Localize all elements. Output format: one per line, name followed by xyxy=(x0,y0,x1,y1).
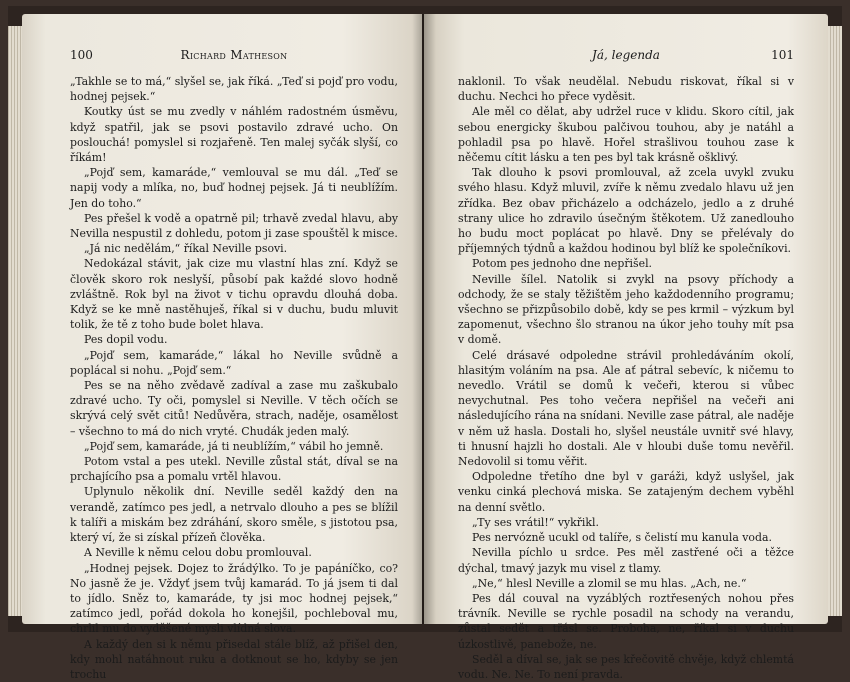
paragraph: Pes se na něho zvědavě zadíval a zase mu zaškubalo zdravé ucho. Ty oči, pomyslel si Neville. V těch očích se skrývá celý svět citů! Nedůvěra, strach, naděje, osamělost – všechno to má do nich vryté. Chudák jeden malý. xyxy=(70,379,398,438)
book-gutter xyxy=(412,14,436,624)
open-book xyxy=(8,6,842,681)
paragraph: „Pojď sem, kamaráde,“ lákal ho Neville svůdně a poplácal si nohu. „Pojď sem.“ xyxy=(70,348,398,377)
paragraph: Potom vstal a pes utekl. Neville zůstal stát, díval se na prchajícího psa a pomalu vrtěl hlavou. xyxy=(70,455,398,484)
paragraph: A každý den si k němu přisedal stále blíž, až přišel den, kdy mohl natáhnout ruku a dotknout se ho, kdyby se jen trochu xyxy=(70,637,398,681)
left-page-body xyxy=(70,74,398,682)
paragraph: Nevilla píchlo u srdce. Pes měl zastřené oči a těžce dýchal, tmavý jazyk mu visel z tlamy. xyxy=(458,546,794,575)
left-page-header xyxy=(70,48,398,68)
paragraph: Ale měl co dělat, aby udržel ruce v klidu. Skoro cítil, jak sebou energicky škubou palčivou touhou, aby je natáhl a pohladil psa po hlavě. Hořel strašlivou touhou zase k něčemu cítit lásku a ten pes byl tak krásně ošklivý. xyxy=(458,105,794,165)
page-number: 101 xyxy=(771,48,794,62)
paragraph: „Ty ses vrátil!“ vykřikl. xyxy=(472,515,599,529)
paragraph: Tak dlouho k psovi promlouval, až zcela uvykl zvuku svého hlasu. Když mluvil, zvíře k němu zvedalo hlavu už jen zřídka. Bez obav přicházelo a odcházelo, jedlo a z druhé strany ulice ho zdravilo úsečným štěkotem. Už zanedlouho ho budu moct poplácat po hlavě. Dny se přelévaly do příjemných týdnů a každou hodinou byl blíž ke společníkovi. xyxy=(458,166,794,256)
paragraph: Pes nervózně ucukl od talíře, s čelistí mu kanula voda. xyxy=(472,531,772,545)
paragraph: „Já nic nedělám,“ říkal Neville psovi. xyxy=(84,242,288,256)
running-head-title: Já, legenda xyxy=(592,48,660,62)
paragraph: Nedokázal stávit, jak cize mu vlastní hlas zní. Když se člověk skoro rok neslyší, působí pak každé slovo hodně zvláštně. Rok byl na život v tichu opravdu dlouhá doba. Když se ke mně nastěhuješ, říkal si v duchu, budu mluvit tolik, že tě z toho bude bolet hlava. xyxy=(70,257,398,332)
running-head-author: Richard Matheson xyxy=(180,48,288,62)
paragraph: „Pojď sem, kamaráde,“ vemlouval se mu dál. „Teď se napij vody a mlíka, no, buď hodnej pejsek. Já ti neublížím. Jen do toho.“ xyxy=(70,166,398,210)
page-edges-right xyxy=(828,26,842,616)
paragraph: Odpoledne třetího dne byl v garáži, když uslyšel, jak venku cinká plechová miska. Se zatajeným dechem vyběhl na denní světlo. xyxy=(458,470,794,514)
paragraph: Pes dál couval na vyzáblých roztřesených nohou přes trávník. Neville se rychle posadil na schody na verandu, zůstal sedět a třásl se. Proboha, ne, říkal si v duchu úzkostlivě, panebože, ne. xyxy=(458,591,794,651)
paragraph: Seděl a díval se, jak se pes křečovitě chvěje, když chlemtá vodu. Ne. Ne. To není pravda. xyxy=(458,652,794,681)
right-page xyxy=(424,14,828,681)
paragraph: „Takhle se to má,“ slyšel se, jak říká. „Teď si pojď pro vodu, hodnej pejsek.“ xyxy=(70,75,398,104)
paragraph: A Neville k němu celou dobu promlouval. xyxy=(84,546,312,560)
right-page-header xyxy=(458,48,794,68)
left-page xyxy=(22,14,422,681)
right-page-body xyxy=(458,74,794,682)
paragraph: Koutky úst se mu zvedly v náhlém radostném úsměvu, když spatřil, jak se psovi postavilo zdravé ucho. On poslouchá! pomyslel si rozjařeně. Ten malej syčák slyší, co říkám! xyxy=(70,105,398,165)
paragraph: Celé drásavé odpoledne strávil prohledáváním okolí, hlasitým voláním na psa. Ale ať pátral sebevíc, k ničemu to nevedlo. Vrátil se domů k večeři, kterou si vůbec nevychutnal. Pes toho večera nepřišel na večeři ani následujícího rána na snídani. Neville zase pátral, ale naděje v něm už hasla. Dostali ho, slyšel neustále uvnitř své hlavy, ti hnusní hajzli ho dostali. Ale v hloubi duše tomu nevěřil. Nedovolil si tomu věřit. xyxy=(458,348,794,469)
paragraph: Pes přešel k vodě a opatrně pil; trhavě zvedal hlavu, aby Nevilla nespustil z dohledu, potom ji zase spouštěl k misce. xyxy=(70,211,398,241)
paragraph: „Ne,“ hlesl Neville a zlomil se mu hlas. „Ach, ne.“ xyxy=(472,576,747,590)
page-number: 100 xyxy=(70,48,93,62)
paragraph: Neville šílel. Natolik si zvykl na psovy příchody a odchody, že se staly těžištěm jeho každodenního programu; všechno se přizpůsobilo době, kdy se pes krmil – výzkum byl zapomenut, všechno šlo stranou na úkor jeho touhy mít psa v domě. xyxy=(458,272,794,347)
paragraph: Uplynulo několik dní. Neville seděl každý den na verandě, zatímco pes jedl, a netrvalo dlouho a pes se blížil k talíři a miskám bez zdráhání, skoro směle, s jistotou psa, který ví, že si získal přízeň člověka. xyxy=(70,485,398,545)
paragraph: naklonil. To však neudělal. Nebudu riskovat, říkal si v duchu. Nechci ho přece vyděsit. xyxy=(458,75,794,104)
paragraph: Potom pes jednoho dne nepřišel. xyxy=(472,257,653,271)
paragraph: Pes dopil vodu. xyxy=(84,333,168,347)
paragraph: „Hodnej pejsek. Dojez to žrádýlko. To je papáníčko, co? No jasně že je. Vždyť jsem tvůj kamarád. To já jsem ti dal to jídlo. Sněz to, kamaráde, ty jsi moc hodnej pejsek,“ zatímco jedl, pořád dokola ho konejšil, pochleboval mu, chrlil mu do vyděšené mysli vlídná slova. xyxy=(70,561,398,636)
paragraph: „Pojď sem, kamaráde, já ti neublížím,“ vábil ho jemně. xyxy=(84,439,384,453)
